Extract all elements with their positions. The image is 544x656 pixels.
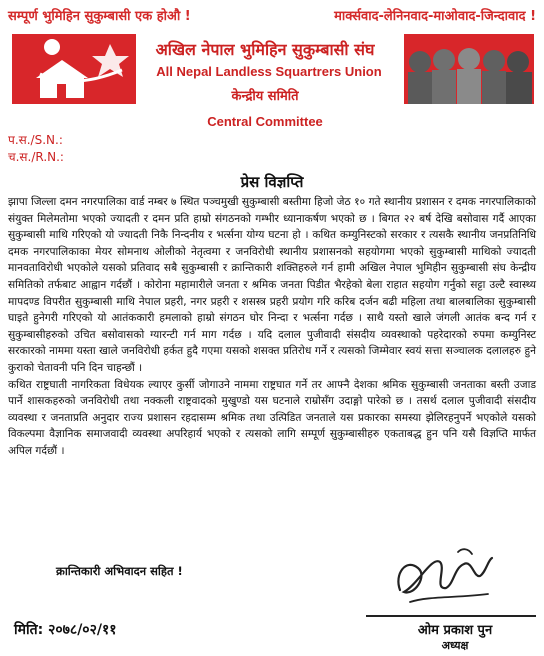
press-release-body <box>8 194 536 460</box>
reference-sn: प.स./S.N.: <box>8 133 63 147</box>
landless-union-flag-logo-icon <box>12 34 136 104</box>
signature-line <box>366 615 536 617</box>
slogan-right: मार्क्सवाद-लेनिनवाद-माओवाद-जिन्दावाद ! <box>334 9 536 24</box>
signer-title: अध्यक्ष <box>441 639 469 652</box>
org-name-nepali: अखिल नेपाल भुमिहिन सुकुम्बासी संघ <box>155 40 375 59</box>
body-paragraph-1: झापा जिल्ला दमन नगरपालिका वार्ड नम्बर ७ स्थित पञ्चमुखी सुकुम्बासी बस्तीमा हिजो जेठ १० गते स्थानीय प्रशासन र दमक नगरपालिकाको संयुक्त मिलेमतोमा भएको ज्यादती र दमन प्रति हाम्रो संगठनको गम्भीर ध्यानाकर्षण भएको छ । बिगत २२ बर्ष देखि बसोवास गर्दै आएका सुकुम्बासी माथि गरिएको यो ज्यादती निकै निन्दनीय र भर्त्सना योग्य घटना हो । कथित कम्युनिस्टको सरकार र त्यसकै स्थानीय जनप्रतिनिधि दमक नगरपालिकाका मेयर सोमनाथ ओलीको नेतृत्वमा र जनविरोधी स्थानीय प्रशासनको सहयोगमा भएको सुकुम्बासी माथिको ज्यादती मानवताविरोधी भएकोले यसको प्रतिवाद सबै सुकुम्बासी र क्रान्तिकारी शक्तिहरुले गर्न हामी अखिल नेपाल भुमिहीन सुकुम्बासी संघ केन्द्रीय समितिको तर्फबाट आह्वान गर्दछौं । कोरोना महामारीले जनता र श्रमिक जनता पिडीत भैरहेको बेला राहात सहयोग गर्नुको सट्टा उल्टै स्वास्थ्य मापदण्ड विपरीत सुकुम्बासी माथि नेपाल प्रहरी, नगर प्रहरी र शसस्त्र प्रहरी प्रयोग गरि करिब दर्जन बढी महिला तथा बालबालिका सुकुम्बासी घाइते हुनेगरी गरिएको यो आतंककारी हमलाको हाम्रो संगठन घोर निन्दा र भर्त्सना गर्दछ । साथै यस्तो खाले जंगली आतंक बन्द गर्न र सुकुम्बासीहरुको उचित बसोवासको ग्यारन्टी गर्न माग गर्दछ । यदि दलाल पुजीवादी संसदीय व्यवस्थाको पहरेदारको रुपमा कम्युनिस्ट सरकारको नाममा यस्ता खाले जनविरोधी हर्कत हुदै गएमा यसको शसक्त प्रतिरोध गर्ने र त्यसको जिम्मेवार स्वयं सत्ता सञ्चालक दलालहरु हुने कुराको चेतावनी पनि दिन चाहन्छौं । <box>8 196 536 374</box>
org-name-english: All Nepal Landless Squartrers Union <box>156 64 382 79</box>
slogan-left: सम्पूर्ण भुमिहिन सुकुम्बासी एक होऔ ! <box>8 9 191 24</box>
closing-greeting: क्रान्तिकारी अभिवादन सहित ! <box>56 564 183 578</box>
reference-rn: च.स./R.N.: <box>8 150 64 164</box>
communist-leaders-portraits-icon <box>404 34 534 104</box>
body-paragraph-2: कथित राष्ट्रघाती नागरिकता विधेयक ल्याएर कुर्सी जोगाउने नाममा राष्ट्रघात गर्ने तर आफ्नै देशका श्रमिक सुकुम्बासी जनताका बस्ती उजाड पार्ने शासकहरुको जनविरोधी तथा नक्कली राष्ट्रवादको मुखुण्डो यस घटनाले राम्रोसँग उदाङ्गो पारेको छ । तसर्थ दलाल पुजीवादी संसदीय व्यवस्था र जनताप्रति अनुदार राज्य प्रशासन रहदासम्म श्रमिक तथा उत्पिडित जनताले यस प्रकारका समस्या झेलिरहनुपर्ने भएकोले यसको विकल्पमा वैज्ञानिक समाजवादी व्यवस्था अपरिहार्य भएको र त्यसको लागि सम्पूर्ण सुकुम्बासीहरु एकताबद्ध हुन पनि यसै विज्ञप्ति मार्फत अपिल गर्दछौं । <box>8 378 536 457</box>
issue-date: मिति: २०७८/०२/११ <box>14 622 117 638</box>
signer-name: ओम प्रकाश पुन <box>417 623 493 638</box>
document-title: प्रेस विज्ञप्ति <box>240 173 304 191</box>
committee-nepali: केन्द्रीय समिति <box>231 89 299 104</box>
committee-english: Central Committee <box>207 114 323 129</box>
handwritten-signature <box>388 538 498 618</box>
